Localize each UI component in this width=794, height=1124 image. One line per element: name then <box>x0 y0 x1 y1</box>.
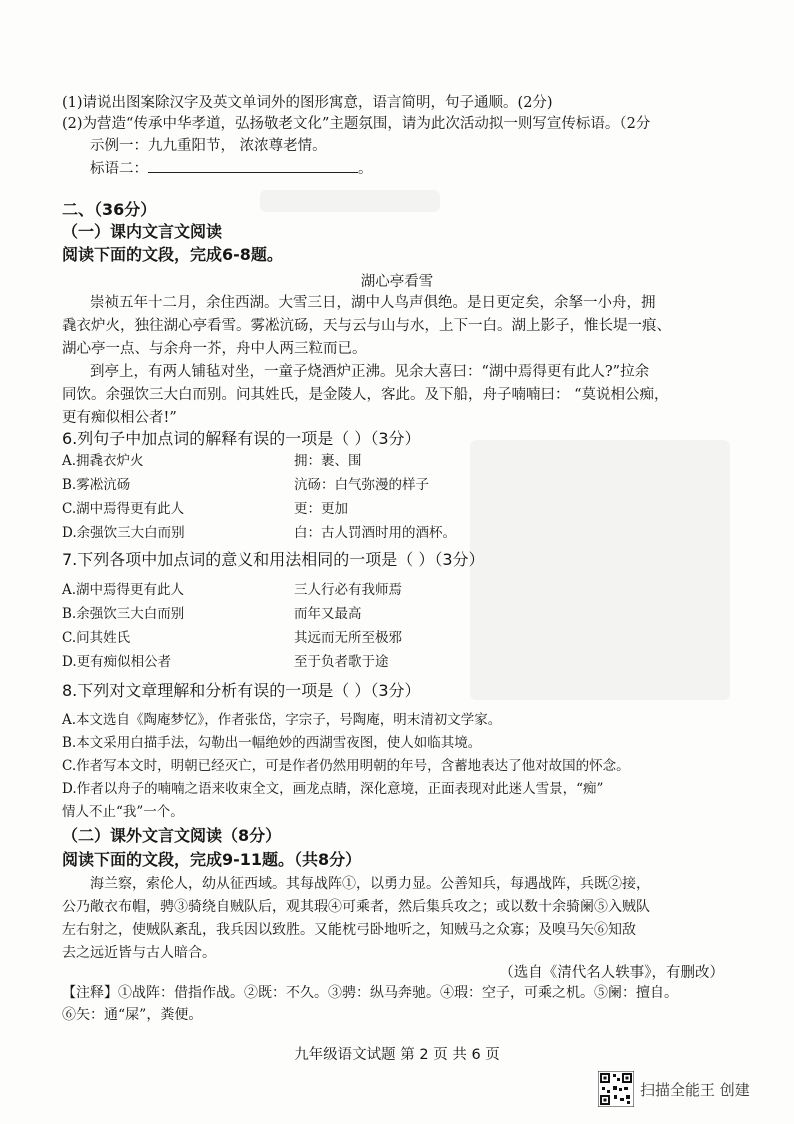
q6-option <box>62 499 348 519</box>
q5-sub1: (1)请说出图案除汉字及英文单词外的图形寓意，语言简明，句子通顺。(2分) <box>62 95 553 111</box>
source-citation: （选自《清代名人轶事》，有删改） <box>499 965 724 981</box>
option-right: 更：更加 <box>294 501 348 517</box>
q8-option-cont: 情人不止“我”一个。 <box>62 804 184 820</box>
part1-instruction: 阅读下面的文段，完成6-8题。 <box>62 245 283 264</box>
option-left: A.拥毳衣炉火 <box>62 453 144 469</box>
passage-line: 湖心亭一点、与余舟一芥，舟中人两三粒而已。 <box>62 341 367 357</box>
passage2-line: 去之远近皆与古人暗合。 <box>62 945 216 961</box>
part2-instruction: 阅读下面的文段，完成9-11题。（共8分） <box>62 850 362 869</box>
passage-line: 到亭上，有两人铺毡对坐，一童子烧酒炉正沸。见余大喜曰：“湖中焉得更有此人?”拉余 <box>90 364 650 380</box>
q7-option <box>62 628 402 648</box>
option-right: 沆砀：白气弥漫的样子 <box>294 477 429 493</box>
part2-heading: （二）课外文言文阅读（8分） <box>62 826 282 845</box>
passage-line: 崇祯五年十二月，余住西湖。大雪三日，湖中人鸟声俱绝。是日更定矣，余拏一小舟，拥 <box>90 295 656 311</box>
slogan-end: 。 <box>358 161 373 177</box>
page-footer: 九年级语文试题 第 2 页 共 6 页 <box>294 1047 500 1063</box>
option-right: 三人行必有我师焉 <box>294 582 402 598</box>
q7-option <box>62 604 362 624</box>
option-right: 而年又最高 <box>294 606 362 622</box>
q8-stem: 8.下列对文章理解和分析有误的一项是（ ）（3分） <box>62 681 421 700</box>
q5-sub2: (2)为营造“传承中华孝道，弘扬敬老文化”主题氛围，请为此次活动拟一则写宣传标语。（2分 <box>62 116 651 132</box>
q8-option: B.本文采用白描手法，勾勒出一幅绝妙的西湖雪夜图，使人如临其境。 <box>62 735 482 751</box>
passage2-line: 公乃敞衣布帽，骋③骑绕自贼队后，观其瑕④可乘者，然后集兵攻之；或以数十余骑阑⑤入贼队 <box>62 899 650 915</box>
passage-line: 毳衣炉火，独往湖心亭看雪。雾凇沆砀，天与云与山与水，上下一白。湖上影子，惟长堤一痕、 <box>62 318 671 334</box>
scan-bleed <box>470 440 730 700</box>
q7-option <box>62 580 402 600</box>
passage2-line: 海兰察，索伦人，幼从征西域。其每战阵①，以勇力显。公善知兵，每遇战阵，兵既②接， <box>90 876 650 892</box>
q6-option <box>62 475 429 495</box>
option-left: D.更有痴似相公者 <box>62 654 172 670</box>
q8-option: D.作者以舟子的喃喃之语来收束全文，画龙点睛，深化意境，正面表现对此迷人雪景，“痴” <box>62 781 604 797</box>
option-left: A.湖中焉得更有此人 <box>62 582 185 598</box>
q7-stem: 7.下列各项中加点词的意义和用法相同的一项是（ ）（3分） <box>62 550 485 569</box>
example-slogan: 示例一：九九重阳节， 浓浓尊老情。 <box>90 138 327 154</box>
q6-stem: 6.列句子中加点词的解释有误的一项是（ ）（3分） <box>62 429 421 448</box>
q8-option: C.作者写本文时，明朝已经灭亡，可是作者仍然用明朝的年号，含蓄地表达了他对故国的怀念。 <box>62 758 630 774</box>
section-heading: 二、（36分） <box>62 200 157 219</box>
option-left: C.问其姓氏 <box>62 630 131 646</box>
annotation-line: 【注释】①战阵：借指作战。②既：不久。③骋：纵马奔驰。④瑕：空子，可乘之机。⑤阑：擅自。 <box>62 985 678 1001</box>
q6-option <box>62 523 456 543</box>
option-right: 其远而无所至极邪 <box>294 630 402 646</box>
slogan-answer-line <box>90 158 373 179</box>
answer-blank[interactable] <box>148 158 358 173</box>
option-right: 白：古人罚酒时用的酒杯。 <box>294 525 456 541</box>
q8-option: A.本文选自《陶庵梦忆》，作者张岱，字宗子，号陶庵，明末清初文学家。 <box>62 712 502 728</box>
slogan-label: 标语二： <box>90 161 148 177</box>
passage-line: 同饮。余强饮三大白而别。问其姓氏，是金陵人，客此。及下船，舟子喃喃曰： “莫说相公痴， <box>62 387 669 403</box>
annotation-line: ⑥矢：通“屎”，粪便。 <box>62 1007 203 1023</box>
option-left: D.余强饮三大白而别 <box>62 525 185 541</box>
scan-smudge <box>260 190 440 212</box>
passage-line: 更有痴似相公者!” <box>62 410 177 426</box>
option-right: 拥：裹、围 <box>294 453 362 469</box>
option-left: B.雾凇沆砀 <box>62 477 131 493</box>
qr-code-icon <box>598 1071 634 1107</box>
option-right: 至于负者歌于途 <box>294 654 389 670</box>
option-left: C.湖中焉得更有此人 <box>62 501 185 517</box>
q7-option <box>62 652 389 672</box>
passage-title: 湖心亭看雪 <box>360 274 434 290</box>
option-left: B.余强饮三大白而别 <box>62 606 185 622</box>
watermark-text: 扫描全能王 创建 <box>640 1081 750 1099</box>
q6-option <box>62 451 362 471</box>
part1-heading: （一）课内文言文阅读 <box>62 222 223 241</box>
scanner-watermark <box>598 1071 794 1111</box>
passage2-line: 左右射之，使贼队紊乱，我兵因以致胜。又能枕弓卧地听之，知贼马之众寡；及嗅马矢⑥知敌 <box>62 922 636 938</box>
